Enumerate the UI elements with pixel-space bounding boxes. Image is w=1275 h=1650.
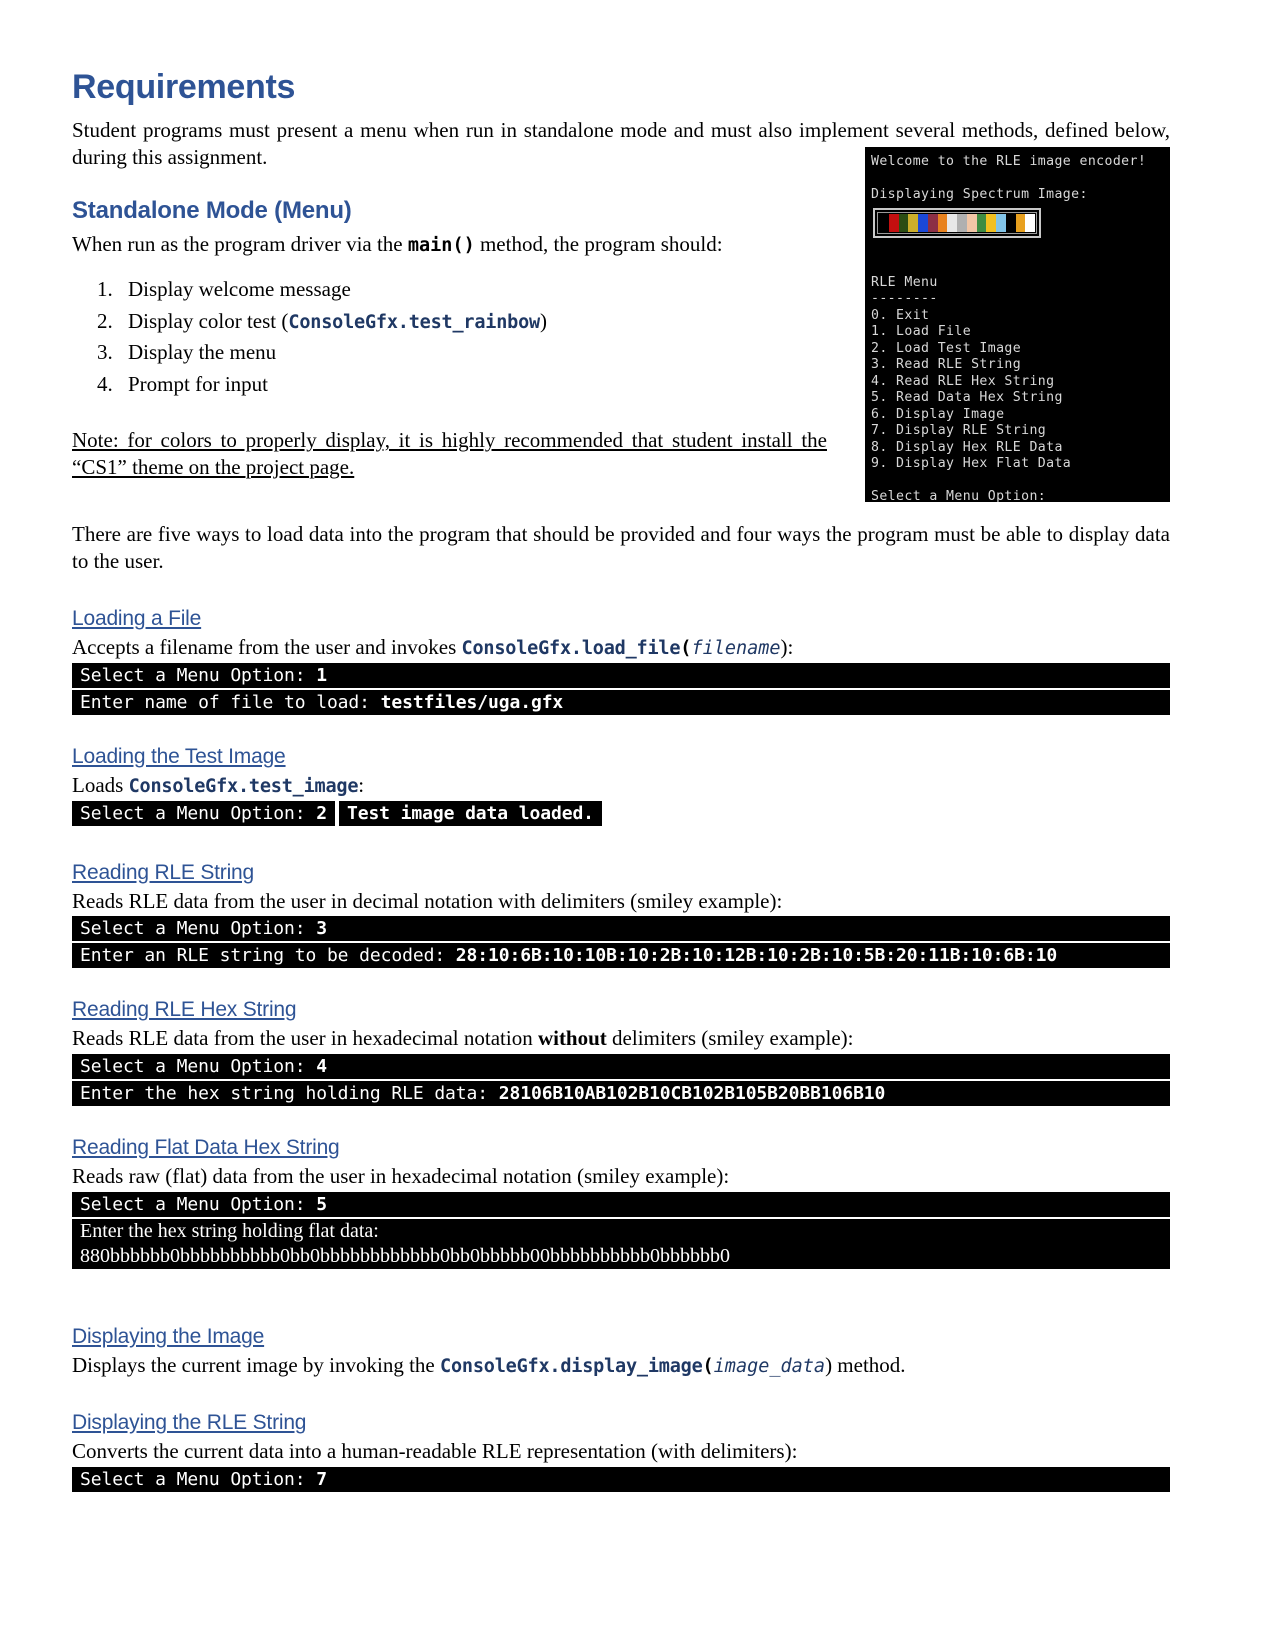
console-block	[72, 1244, 1170, 1269]
section-heading-reading-rle-hex-string: Reading RLE Hex String	[72, 998, 297, 1022]
spectrum-swatch	[967, 214, 977, 232]
terminal-displaying-line: Displaying Spectrum Image:	[871, 187, 1088, 202]
console-prompt: Select a Menu Option:	[80, 664, 317, 686]
test-rainbow-code: ConsoleGfx.test_rainbow	[288, 311, 540, 333]
spectrum-swatch	[928, 214, 938, 232]
console-value: 4	[316, 1056, 327, 1078]
console-block	[72, 801, 335, 826]
section-loading-a-file	[72, 577, 1170, 715]
spacer	[72, 1269, 1170, 1295]
main-method-code: main()	[407, 234, 475, 256]
console-prompt: Enter the hex string holding RLE data:	[80, 1083, 499, 1105]
display-image-code: ConsoleGfx.display_image	[440, 1356, 703, 1378]
terminal-menu-rule: --------	[871, 291, 938, 306]
terminal-blank-line	[871, 242, 1170, 259]
console-prompt: Test image data loaded.	[346, 802, 594, 824]
console-block	[72, 1192, 1170, 1217]
section-heading-loading-a-file: Loading a File	[72, 606, 202, 630]
console-block	[72, 1054, 1170, 1079]
terminal-blank-line	[871, 258, 1170, 275]
image-data-param: image_data	[713, 1356, 826, 1378]
step-text: Prompt for input	[128, 372, 268, 397]
console-value: 5	[316, 1194, 327, 1216]
spectrum-swatch	[1016, 214, 1026, 232]
console-block	[72, 916, 1170, 941]
terminal-menu-item-0: 0. Exit	[871, 307, 930, 323]
desc-bold: without	[537, 1026, 607, 1051]
desc-after: ):	[780, 634, 794, 659]
section-desc: Reads RLE data from the user in decimal notation with delimiters (smiley example):	[72, 888, 783, 913]
spectrum-swatch	[1006, 214, 1016, 232]
console-block	[72, 663, 1170, 688]
section-heading-reading-flat-data-hex-string: Reading Flat Data Hex String	[72, 1136, 340, 1160]
console-block	[72, 1467, 1170, 1492]
section-desc: Reads raw (flat) data from the user in hexadecimal notation (smiley example):	[72, 1164, 730, 1189]
desc-text: Accepts a filename from the user and invokes	[72, 634, 462, 659]
terminal-menu-item-3: 3. Read RLE String	[871, 357, 1022, 372]
desc-after: delimiters (smiley example):	[606, 1026, 854, 1051]
console-flat-hex-value: 880bbbbbb0bbbbbbbbbb0bb0bbbbbbbbbbbb0bb0bbbbb00bbbbbbbbbb0bbbbbb0	[80, 1245, 730, 1268]
desc-after: :	[358, 772, 365, 797]
spectrum-swatch	[957, 214, 967, 232]
spectrum-swatches	[877, 212, 1037, 234]
console-block	[72, 943, 1170, 968]
spectrum-swatch	[1025, 214, 1035, 232]
console-prompt: Select a Menu Option:	[80, 1468, 317, 1490]
console-prompt: Select a Menu Option:	[80, 1194, 317, 1216]
step-text: Display welcome message	[128, 276, 351, 301]
standalone-lead-before: When run as the program driver via the	[72, 231, 408, 256]
terminal-menu-item-9: 9. Display Hex Flat Data	[871, 456, 1072, 471]
desc-text: Displays the current image by invoking the	[72, 1353, 441, 1378]
terminal-screenshot	[865, 147, 1170, 502]
section-desc: Accepts a filename from the user and invokes ConsoleGfx.load_file(filename):	[72, 634, 794, 659]
section-heading-displaying-the-rle-string: Displaying the RLE String	[72, 1411, 307, 1434]
console-prompt: Select a Menu Option:	[80, 918, 317, 940]
console-block	[72, 1219, 1170, 1244]
section-displaying-the-rle-string	[72, 1381, 1170, 1492]
section-desc	[72, 772, 1170, 799]
section-displaying-the-image	[72, 1295, 1170, 1379]
page-title: Requirements	[72, 68, 296, 106]
section-heading-standalone: Standalone Mode (Menu)	[72, 196, 352, 224]
console-value: testfiles/uga.gfx	[380, 691, 564, 713]
mid-paragraph: There are five ways to load data into the program that should be provided and four ways the program must be able to display data to the user.	[72, 522, 1170, 573]
filename-param: filename	[691, 637, 781, 659]
terminal-menu-item-6: 6. Display Image	[871, 406, 1005, 422]
terminal-menu-title: RLE Menu	[871, 274, 938, 290]
terminal-blank-line	[871, 473, 1170, 490]
terminal-menu-item-5: 5. Read Data Hex String	[871, 390, 1063, 405]
section-desc: Displays the current image by invoking the ConsoleGfx.display_image(image_data) method.	[72, 1353, 906, 1378]
terminal-menu-item-2: 2. Load Test Image	[871, 340, 1022, 356]
console-prompt: Enter an RLE string to be decoded:	[80, 945, 456, 967]
section-loading-test-image	[72, 715, 1170, 831]
theme-note: Note: for colors to properly display, it is highly recommended that student install the “CS1” theme on the project page.	[72, 428, 827, 480]
console-value: 28106B10AB102B10CB102B105B20BB106B10	[498, 1083, 886, 1105]
spectrum-swatch	[879, 214, 889, 232]
step-text: Display the menu	[128, 340, 277, 365]
console-block	[339, 801, 602, 826]
console-value: 2	[316, 802, 327, 824]
spectrum-swatch	[977, 214, 987, 232]
desc-text: Loads	[72, 772, 129, 797]
terminal-menu-item-1: 1. Load File	[871, 324, 972, 339]
spectrum-swatch	[899, 214, 909, 232]
spectrum-image	[873, 208, 1041, 238]
console-value: 3	[316, 918, 327, 940]
spectrum-swatch	[947, 214, 957, 232]
console-prompt: Select a Menu Option:	[80, 1056, 317, 1078]
section-heading-displaying-the-image: Displaying the Image	[72, 1325, 265, 1349]
console-prompt: Enter name of file to load:	[80, 691, 381, 713]
desc-after: ) method.	[825, 1353, 906, 1378]
spectrum-swatch	[986, 214, 996, 232]
load-file-code: ConsoleGfx.load_file	[461, 637, 681, 659]
terminal-blank-line	[871, 171, 1170, 188]
step-text-after: )	[539, 308, 547, 333]
test-image-code: ConsoleGfx.test_image	[128, 775, 359, 797]
terminal-menu-item-8: 8. Display Hex RLE Data	[871, 439, 1063, 455]
terminal-menu-item-4: 4. Read RLE Hex String	[871, 373, 1055, 389]
standalone-lead-after: method, the program should:	[474, 231, 723, 256]
console-block	[72, 1081, 1170, 1106]
section-desc: Converts the current data into a human-readable RLE representation (with delimiters):	[72, 1439, 798, 1463]
terminal-menu-item-7: 7. Display RLE String	[871, 423, 1047, 438]
section-reading-rle-string	[72, 831, 1170, 969]
console-value: 1	[316, 664, 327, 686]
console-value: 7	[316, 1468, 327, 1490]
console-prompt: Enter the hex string holding flat data:	[80, 1220, 379, 1243]
terminal-prompt-line: Select a Menu Option:	[871, 489, 1047, 502]
section-heading-loading-test-image: Loading the Test Image	[72, 744, 286, 768]
spectrum-swatch	[889, 214, 899, 232]
desc-text: Reads RLE data from the user in hexadecimal notation	[72, 1026, 538, 1051]
step-text: Display color test (	[128, 308, 289, 333]
section-reading-flat-data-hex-string	[72, 1106, 1170, 1269]
console-block	[72, 690, 1170, 715]
spectrum-swatch	[996, 214, 1006, 232]
section-heading-reading-rle-string: Reading RLE String	[72, 860, 255, 884]
console-prompt: Select a Menu Option:	[80, 802, 317, 824]
spectrum-swatch	[908, 214, 918, 232]
section-reading-rle-hex-string	[72, 968, 1170, 1106]
spectrum-swatch	[938, 214, 948, 232]
section-desc	[72, 1025, 1170, 1052]
intro-paragraph: Student programs must present a menu when run in standalone mode and must also implement several methods, defined below, during this assignment.	[72, 118, 1170, 169]
spectrum-swatch	[918, 214, 928, 232]
console-value: 28:10:6B:10:10B:10:2B:10:12B:10:2B:10:5B:20:11B:10:6B:10	[455, 945, 1058, 967]
terminal-welcome-line: Welcome to the RLE image encoder!	[871, 154, 1147, 169]
